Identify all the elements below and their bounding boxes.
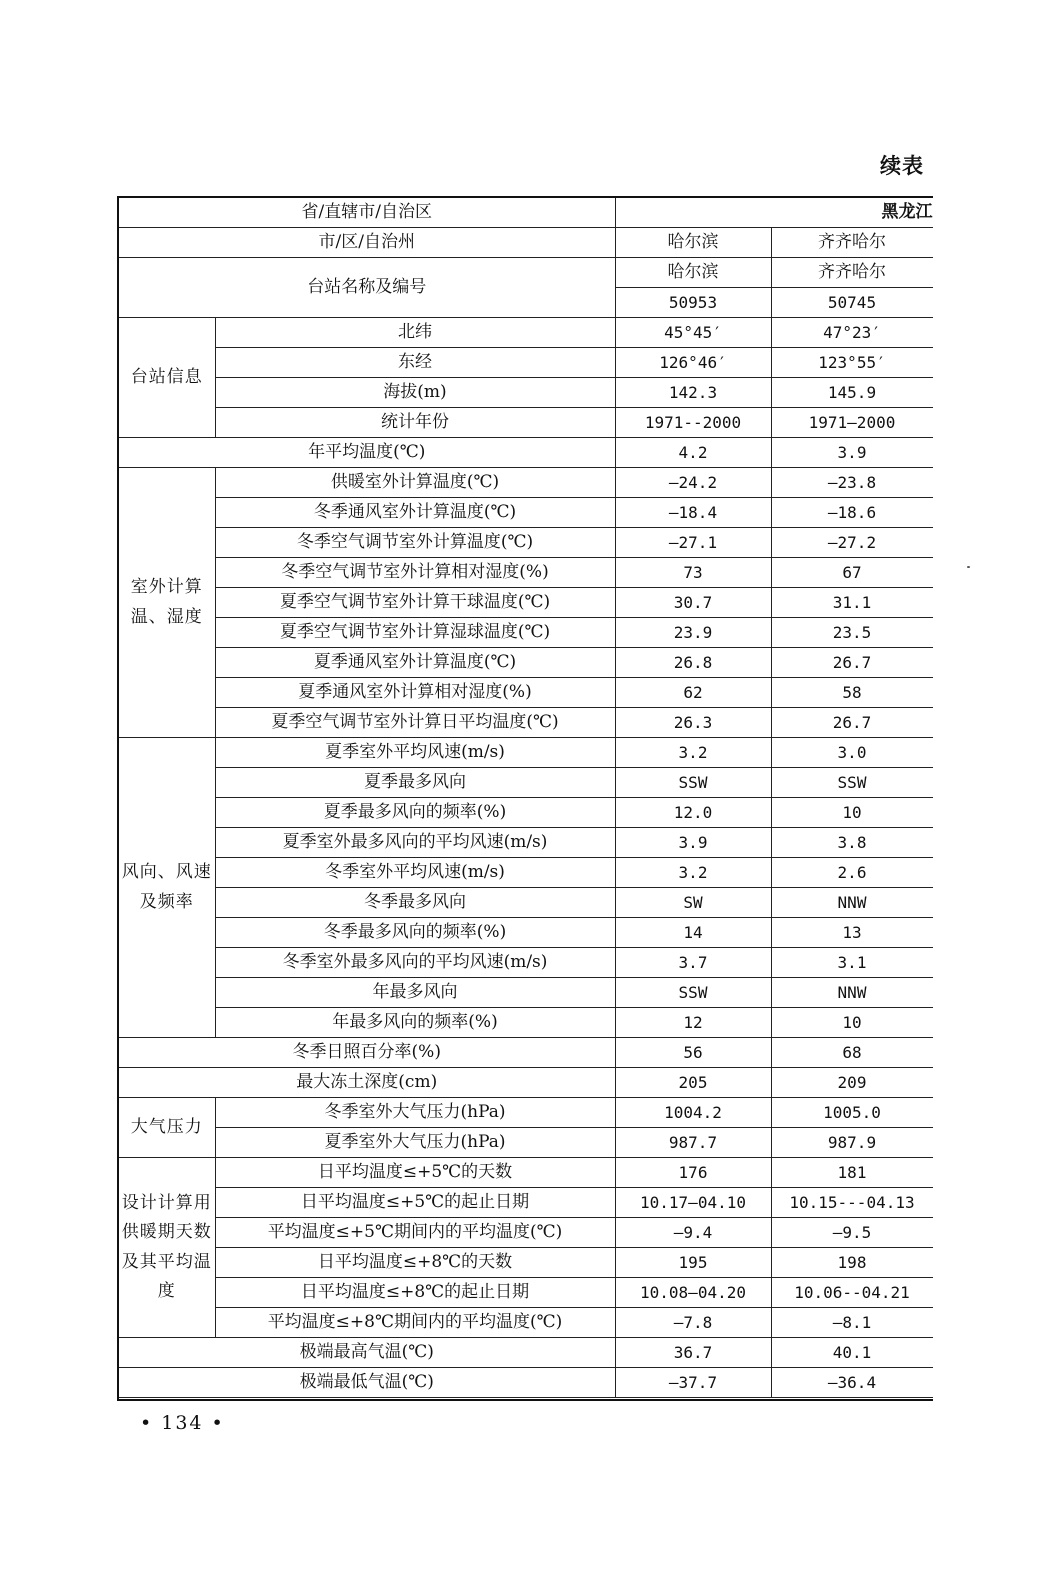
row-label: 冬季室外最多风向的平均风速(m/s) <box>215 948 615 978</box>
value-harbin: 3.2 <box>615 858 771 888</box>
value-harbin: —37.7 <box>615 1368 771 1398</box>
row-label: 年最多风向的频率(%) <box>215 1008 615 1038</box>
value-harbin: 12 <box>615 1008 771 1038</box>
value-harbin: 4.2 <box>615 438 771 468</box>
row-label: 夏季室外大气压力(hPa) <box>215 1128 615 1158</box>
row-label: 冬季最多风向的频率(%) <box>215 918 615 948</box>
value-qiqihar: 68 <box>771 1038 933 1068</box>
value-harbin: 195 <box>615 1248 771 1278</box>
value-qiqihar: 1005.0 <box>771 1098 933 1128</box>
value-qiqihar: 209 <box>771 1068 933 1098</box>
table-row <box>119 978 933 1008</box>
row-label: 夏季最多风向 <box>215 768 615 798</box>
table-row <box>119 1248 933 1278</box>
value-harbin: 23.9 <box>615 618 771 648</box>
station-id-qiqihar: 50745 <box>771 288 933 318</box>
group-label: 室外计算温、湿度 <box>119 468 215 738</box>
value-qiqihar: 3.1 <box>771 948 933 978</box>
table-row <box>119 1158 933 1188</box>
value-harbin: 1004.2 <box>615 1098 771 1128</box>
table-row <box>119 1218 933 1248</box>
row-label: 最大冻土深度(cm) <box>119 1068 615 1098</box>
table-row <box>119 798 933 828</box>
table-row <box>119 1008 933 1038</box>
value-harbin: 176 <box>615 1158 771 1188</box>
row-label: 东经 <box>215 348 615 378</box>
table-row <box>119 408 933 438</box>
value-harbin: 126°46′ <box>615 348 771 378</box>
value-qiqihar: 181 <box>771 1158 933 1188</box>
station-name-row <box>119 258 933 288</box>
value-harbin: 3.7 <box>615 948 771 978</box>
value-harbin: —7.8 <box>615 1308 771 1338</box>
row-label: 冬季室外大气压力(hPa) <box>215 1098 615 1128</box>
row-label: 夏季空气调节室外计算干球温度(℃) <box>215 588 615 618</box>
value-harbin: SW <box>615 888 771 918</box>
table-row <box>119 468 933 498</box>
value-qiqihar: 40.1 <box>771 1338 933 1368</box>
province-value: 黑龙江 <box>615 198 933 228</box>
value-qiqihar: 67 <box>771 558 933 588</box>
row-label: 供暖室外计算温度(℃) <box>215 468 615 498</box>
value-qiqihar: —8.1 <box>771 1308 933 1338</box>
row-label: 冬季日照百分率(%) <box>119 1038 615 1068</box>
value-qiqihar: 145.9 <box>771 378 933 408</box>
table-row <box>119 528 933 558</box>
value-harbin: SSW <box>615 768 771 798</box>
row-label: 冬季通风室外计算温度(℃) <box>215 498 615 528</box>
row-label: 冬季空气调节室外计算温度(℃) <box>215 528 615 558</box>
value-harbin: 14 <box>615 918 771 948</box>
value-qiqihar: 10 <box>771 798 933 828</box>
value-harbin: —24.2 <box>615 468 771 498</box>
table-row <box>119 438 933 468</box>
value-harbin: —27.1 <box>615 528 771 558</box>
continued-label: 续表 <box>880 154 924 178</box>
value-harbin: 3.9 <box>615 828 771 858</box>
value-harbin: 30.7 <box>615 588 771 618</box>
value-harbin: 12.0 <box>615 798 771 828</box>
value-harbin: 45°45′ <box>615 318 771 348</box>
value-harbin: SSW <box>615 978 771 1008</box>
value-qiqihar: 3.9 <box>771 438 933 468</box>
row-label: 夏季空气调节室外计算湿球温度(℃) <box>215 618 615 648</box>
value-qiqihar: 3.8 <box>771 828 933 858</box>
table-row <box>119 1068 933 1098</box>
group-label: 台站信息 <box>119 318 215 438</box>
row-label: 冬季空气调节室外计算相对湿度(%) <box>215 558 615 588</box>
table-row <box>119 1128 933 1158</box>
group-label: 大气压力 <box>119 1098 215 1158</box>
row-label: 极端最低气温(℃) <box>119 1368 615 1398</box>
value-qiqihar: 987.9 <box>771 1128 933 1158</box>
table-row <box>119 1338 933 1368</box>
table-row <box>119 558 933 588</box>
climate-table-container <box>117 196 933 1401</box>
value-harbin: 26.3 <box>615 708 771 738</box>
value-qiqihar: —18.6 <box>771 498 933 528</box>
table-row <box>119 1038 933 1068</box>
scan-speck <box>967 566 970 568</box>
table-row <box>119 318 933 348</box>
climate-table <box>119 198 933 1398</box>
table-row <box>119 858 933 888</box>
value-harbin: 142.3 <box>615 378 771 408</box>
table-row <box>119 738 933 768</box>
row-label: 冬季最多风向 <box>215 888 615 918</box>
row-label: 夏季通风室外计算相对湿度(%) <box>215 678 615 708</box>
row-label: 夏季通风室外计算温度(℃) <box>215 648 615 678</box>
value-qiqihar: 198 <box>771 1248 933 1278</box>
station-name-harbin: 哈尔滨 <box>615 258 771 288</box>
table-row <box>119 708 933 738</box>
station-label: 台站名称及编号 <box>119 258 615 318</box>
row-label: 冬季室外平均风速(m/s) <box>215 858 615 888</box>
value-harbin: 73 <box>615 558 771 588</box>
city-row <box>119 228 933 258</box>
value-qiqihar: 123°55′ <box>771 348 933 378</box>
value-qiqihar: 47°23′ <box>771 318 933 348</box>
row-label: 极端最高气温(℃) <box>119 1338 615 1368</box>
group-label: 风向、风速及频率 <box>119 738 215 1038</box>
table-row <box>119 1368 933 1398</box>
city-harbin: 哈尔滨 <box>615 228 771 258</box>
value-qiqihar: NNW <box>771 888 933 918</box>
table-row <box>119 1278 933 1308</box>
value-harbin: 1971--2000 <box>615 408 771 438</box>
table-row <box>119 1308 933 1338</box>
row-label: 日平均温度≤+8℃的天数 <box>215 1248 615 1278</box>
value-qiqihar: 10.15---04.13 <box>771 1188 933 1218</box>
value-qiqihar: SSW <box>771 768 933 798</box>
table-row <box>119 618 933 648</box>
row-label: 夏季最多风向的频率(%) <box>215 798 615 828</box>
row-label: 夏季室外平均风速(m/s) <box>215 738 615 768</box>
table-row <box>119 348 933 378</box>
province-row <box>119 198 933 228</box>
value-qiqihar: —23.8 <box>771 468 933 498</box>
value-harbin: —18.4 <box>615 498 771 528</box>
table-row <box>119 828 933 858</box>
value-harbin: 56 <box>615 1038 771 1068</box>
row-label: 平均温度≤+8℃期间内的平均温度(℃) <box>215 1308 615 1338</box>
value-qiqihar: —36.4 <box>771 1368 933 1398</box>
station-name-qiqihar: 齐齐哈尔 <box>771 258 933 288</box>
table-row <box>119 918 933 948</box>
value-harbin: 26.8 <box>615 648 771 678</box>
value-harbin: 62 <box>615 678 771 708</box>
row-label: 夏季空气调节室外计算日平均温度(℃) <box>215 708 615 738</box>
table-row <box>119 498 933 528</box>
value-qiqihar: 1971—2000 <box>771 408 933 438</box>
value-harbin: 10.17—04.10 <box>615 1188 771 1218</box>
value-qiqihar: 10.06--04.21 <box>771 1278 933 1308</box>
value-qiqihar: 31.1 <box>771 588 933 618</box>
table-row <box>119 1188 933 1218</box>
table-row <box>119 948 933 978</box>
table-row <box>119 378 933 408</box>
value-qiqihar: 2.6 <box>771 858 933 888</box>
row-label: 日平均温度≤+8℃的起止日期 <box>215 1278 615 1308</box>
province-label: 省/直辖市/自治区 <box>119 198 615 228</box>
value-harbin: 10.08—04.20 <box>615 1278 771 1308</box>
table-row <box>119 888 933 918</box>
table-row <box>119 588 933 618</box>
row-label: 年最多风向 <box>215 978 615 1008</box>
row-label: 统计年份 <box>215 408 615 438</box>
row-label: 日平均温度≤+5℃的天数 <box>215 1158 615 1188</box>
value-qiqihar: —27.2 <box>771 528 933 558</box>
table-row <box>119 678 933 708</box>
table-row <box>119 1098 933 1128</box>
value-qiqihar: —9.5 <box>771 1218 933 1248</box>
row-label: 平均温度≤+5℃期间内的平均温度(℃) <box>215 1218 615 1248</box>
row-label: 日平均温度≤+5℃的起止日期 <box>215 1188 615 1218</box>
value-qiqihar: 58 <box>771 678 933 708</box>
value-qiqihar: 23.5 <box>771 618 933 648</box>
table-row <box>119 768 933 798</box>
city-qiqihar: 齐齐哈尔 <box>771 228 933 258</box>
value-harbin: —9.4 <box>615 1218 771 1248</box>
row-label: 夏季室外最多风向的平均风速(m/s) <box>215 828 615 858</box>
value-harbin: 987.7 <box>615 1128 771 1158</box>
group-label: 设计计算用供暖期天数及其平均温度 <box>119 1158 215 1338</box>
value-qiqihar: 26.7 <box>771 648 933 678</box>
station-id-harbin: 50953 <box>615 288 771 318</box>
value-qiqihar: 26.7 <box>771 708 933 738</box>
row-label: 北纬 <box>215 318 615 348</box>
value-qiqihar: NNW <box>771 978 933 1008</box>
value-harbin: 36.7 <box>615 1338 771 1368</box>
value-qiqihar: 13 <box>771 918 933 948</box>
value-harbin: 3.2 <box>615 738 771 768</box>
value-harbin: 205 <box>615 1068 771 1098</box>
value-qiqihar: 3.0 <box>771 738 933 768</box>
row-label: 年平均温度(℃) <box>119 438 615 468</box>
page-number: • 134 • <box>140 1412 225 1434</box>
row-label: 海拔(m) <box>215 378 615 408</box>
value-qiqihar: 10 <box>771 1008 933 1038</box>
city-label: 市/区/自治州 <box>119 228 615 258</box>
table-row <box>119 648 933 678</box>
